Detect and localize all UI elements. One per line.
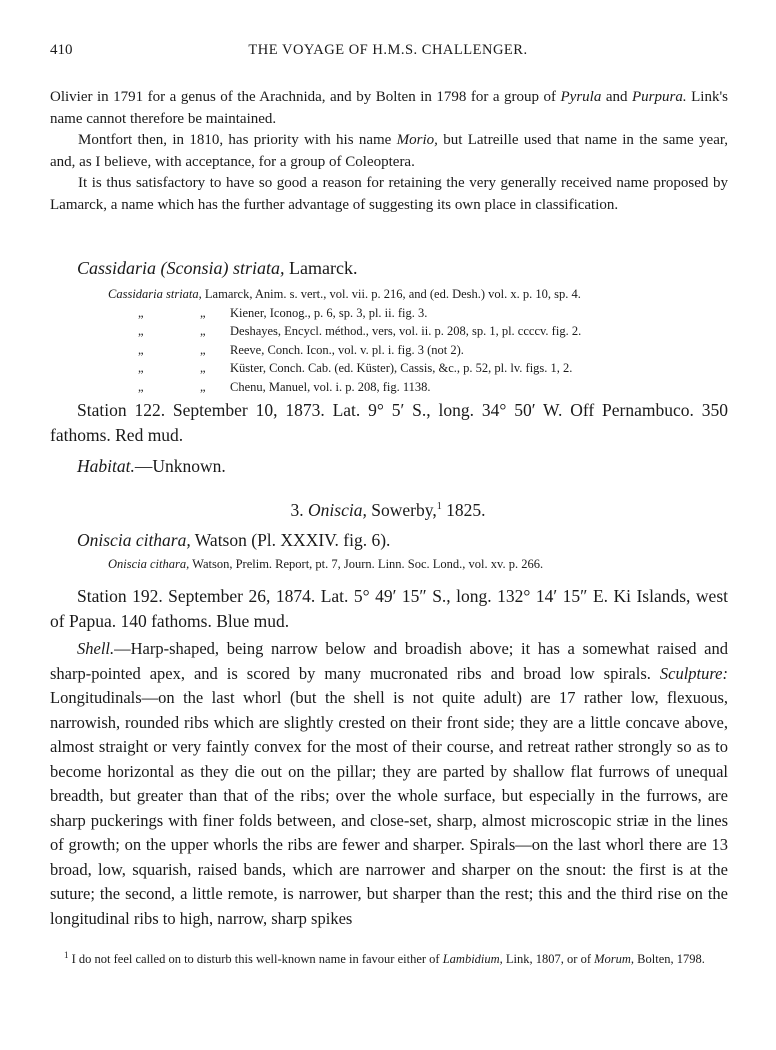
synonym-name: Oniscia cithara, bbox=[108, 557, 190, 571]
text-run: Link, 1807, or of bbox=[502, 952, 595, 967]
intro-text bbox=[50, 87, 728, 216]
ditto-mark: „ bbox=[200, 342, 206, 357]
intro-paragraph-1 bbox=[50, 87, 728, 130]
text-run: Link's name cannot therefore be maintained. bbox=[50, 89, 728, 127]
intro-paragraph-3: It is thus satisfactory to have so good a reason for retaining the very generally received name proposed by Lamarck, a name which has the further advantage of suggesting its own place in classification. bbox=[50, 175, 728, 213]
ditto-mark: „ bbox=[138, 342, 144, 357]
intro-paragraph-2 bbox=[50, 130, 728, 173]
ditto-mark: „ bbox=[200, 361, 206, 375]
ditto-mark: „ bbox=[200, 379, 206, 394]
text-run: —Harp-shaped, being narrow below and broadish above; it has a somewhat raised and sharp-pointed apex, and is scored by many mucronated ribs and broad low spirals. bbox=[50, 639, 728, 683]
ditto-mark: „ bbox=[138, 324, 144, 338]
species-name: Oniscia cithara, bbox=[77, 530, 191, 550]
habitat-value: —Unknown. bbox=[134, 456, 226, 476]
footnote bbox=[50, 946, 728, 968]
synonym-row bbox=[108, 359, 708, 378]
synonym-row bbox=[108, 322, 708, 341]
ditto-mark: „ bbox=[138, 305, 144, 320]
page-number: 410 bbox=[50, 42, 73, 58]
genus-name: Oniscia, bbox=[308, 500, 367, 520]
italic-genus: Purpura. bbox=[632, 89, 687, 105]
habitat-label: Habitat. bbox=[77, 456, 135, 476]
running-title: THE VOYAGE OF H.M.S. CHALLENGER. bbox=[248, 42, 528, 58]
synonym-name: Cassidaria striata, bbox=[108, 287, 202, 301]
species-author: Lamarck. bbox=[284, 258, 358, 278]
italic-genus: Morio, bbox=[396, 132, 438, 148]
text-run: Longitudinals—on the last whorl (but the shell is not quite adult) are 17 rather low, flexuous, narrowish, rounded ribs which are slightly crested on their front side; they are a little concave above, almost straight or very faintly convex for the most of their course, and retreat rather strongly so as to become horizontal as they die out on the pillar; they are parted by shallow flat furrows of unequal breadth, but greater than that of the ribs; over the whole surface, but especially in the furrows, are sharp puckerings with finer folds between, and close-set, sharp, almost microscopic striæ in the lines of growth; on the upper whorls the ribs are fewer and sharper. Spirals—on the last whorl there are 13 broad, low, squarish, raised bands, which are narrower and sharper on the snout: the first is at the suture; the second, a little remote, is narrower, but sharper than the rest; this and the third rise on the longitudinal ribs to high, narrow, sharp spikes bbox=[50, 688, 728, 928]
synonym-reference: Kiener, Iconog., p. 6, sp. 3, pl. ii. fig. 3. bbox=[230, 305, 428, 320]
habitat-line bbox=[77, 456, 226, 477]
synonym-reference: Chenu, Manuel, vol. i. p. 208, fig. 1138. bbox=[230, 379, 431, 394]
shell-label: Shell. bbox=[77, 639, 115, 658]
footnote-reference: 1 bbox=[436, 501, 442, 513]
text-run: Bolten, 1798. bbox=[634, 952, 705, 967]
genus-author: Sowerby, bbox=[366, 500, 437, 520]
synonym-row bbox=[108, 285, 708, 304]
synonym-reference: Reeve, Conch. Icon., vol. v. pl. i. fig. 3 (not 2). bbox=[230, 342, 464, 357]
text-run: Montfort then, in 1810, has priority with his name bbox=[78, 132, 397, 148]
sculpture-label: Sculpture: bbox=[659, 663, 728, 683]
species-heading-oniscia bbox=[77, 530, 390, 551]
genus-year: 1825. bbox=[441, 500, 486, 520]
synonym-reference: Küster, Conch. Cab. (ed. Küster), Cassis, &c., p. 52, pl. lv. figs. 1, 2. bbox=[230, 361, 573, 375]
species-name: Cassidaria (Sconsia) striata, bbox=[77, 258, 285, 278]
species-author: Watson (Pl. XXXIV. fig. 6). bbox=[190, 530, 391, 550]
italic-genus: Morum, bbox=[594, 952, 635, 967]
ditto-mark: „ bbox=[200, 305, 206, 320]
italic-genus: Lambidium, bbox=[442, 952, 503, 967]
footnote-mark: 1 bbox=[64, 950, 69, 960]
station-record-122: Station 122. September 10, 1873. Lat. 9° 5′ S., long. 34° 50′ W. Off Pernambuco. 350 fathoms. Red mud. bbox=[50, 400, 728, 445]
text-run: and bbox=[601, 89, 633, 105]
synonym-row bbox=[108, 341, 708, 360]
running-header bbox=[50, 42, 726, 64]
ditto-mark: „ bbox=[138, 361, 144, 375]
text-run: Olivier in 1791 for a genus of the Arachnida, and by Bolten in 1798 for a group of bbox=[50, 89, 561, 105]
genus-heading-oniscia bbox=[0, 500, 776, 521]
species-heading-cassidaria bbox=[77, 258, 358, 279]
ditto-mark: „ bbox=[138, 379, 144, 394]
genus-number: 3. bbox=[290, 500, 309, 520]
synonym-reference: Watson, Prelim. Report, pt. 7, Journ. Linn. Soc. Lond., vol. xv. p. 266. bbox=[189, 557, 544, 571]
synonym-row bbox=[108, 557, 543, 572]
synonym-reference: Deshayes, Encycl. méthod., vers, vol. ii. p. 208, sp. 1, pl. ccccv. fig. 2. bbox=[230, 324, 582, 338]
synonym-row bbox=[108, 378, 708, 397]
synonym-row bbox=[108, 304, 708, 323]
synonym-reference: Lamarck, Anim. s. vert., vol. vii. p. 216, and (ed. Desh.) vol. x. p. 10, sp. 4. bbox=[201, 287, 581, 301]
italic-genus: Pyrula bbox=[560, 89, 602, 105]
text-run: I do not feel called on to disturb this well-known name in favour either of bbox=[68, 952, 443, 967]
station-record-192: Station 192. September 26, 1874. Lat. 5° 49′ 15″ S., long. 132° 14′ 15″ E. Ki Islands, west of Papua. 140 fathoms. Blue mud. bbox=[50, 586, 728, 631]
synonymy-list bbox=[108, 285, 708, 396]
shell-description bbox=[50, 637, 728, 931]
ditto-mark: „ bbox=[200, 324, 206, 338]
text-run: but Latreille used that name in the same year, and, as I believe, with acceptance, for a group of Coleoptera. bbox=[50, 132, 728, 170]
